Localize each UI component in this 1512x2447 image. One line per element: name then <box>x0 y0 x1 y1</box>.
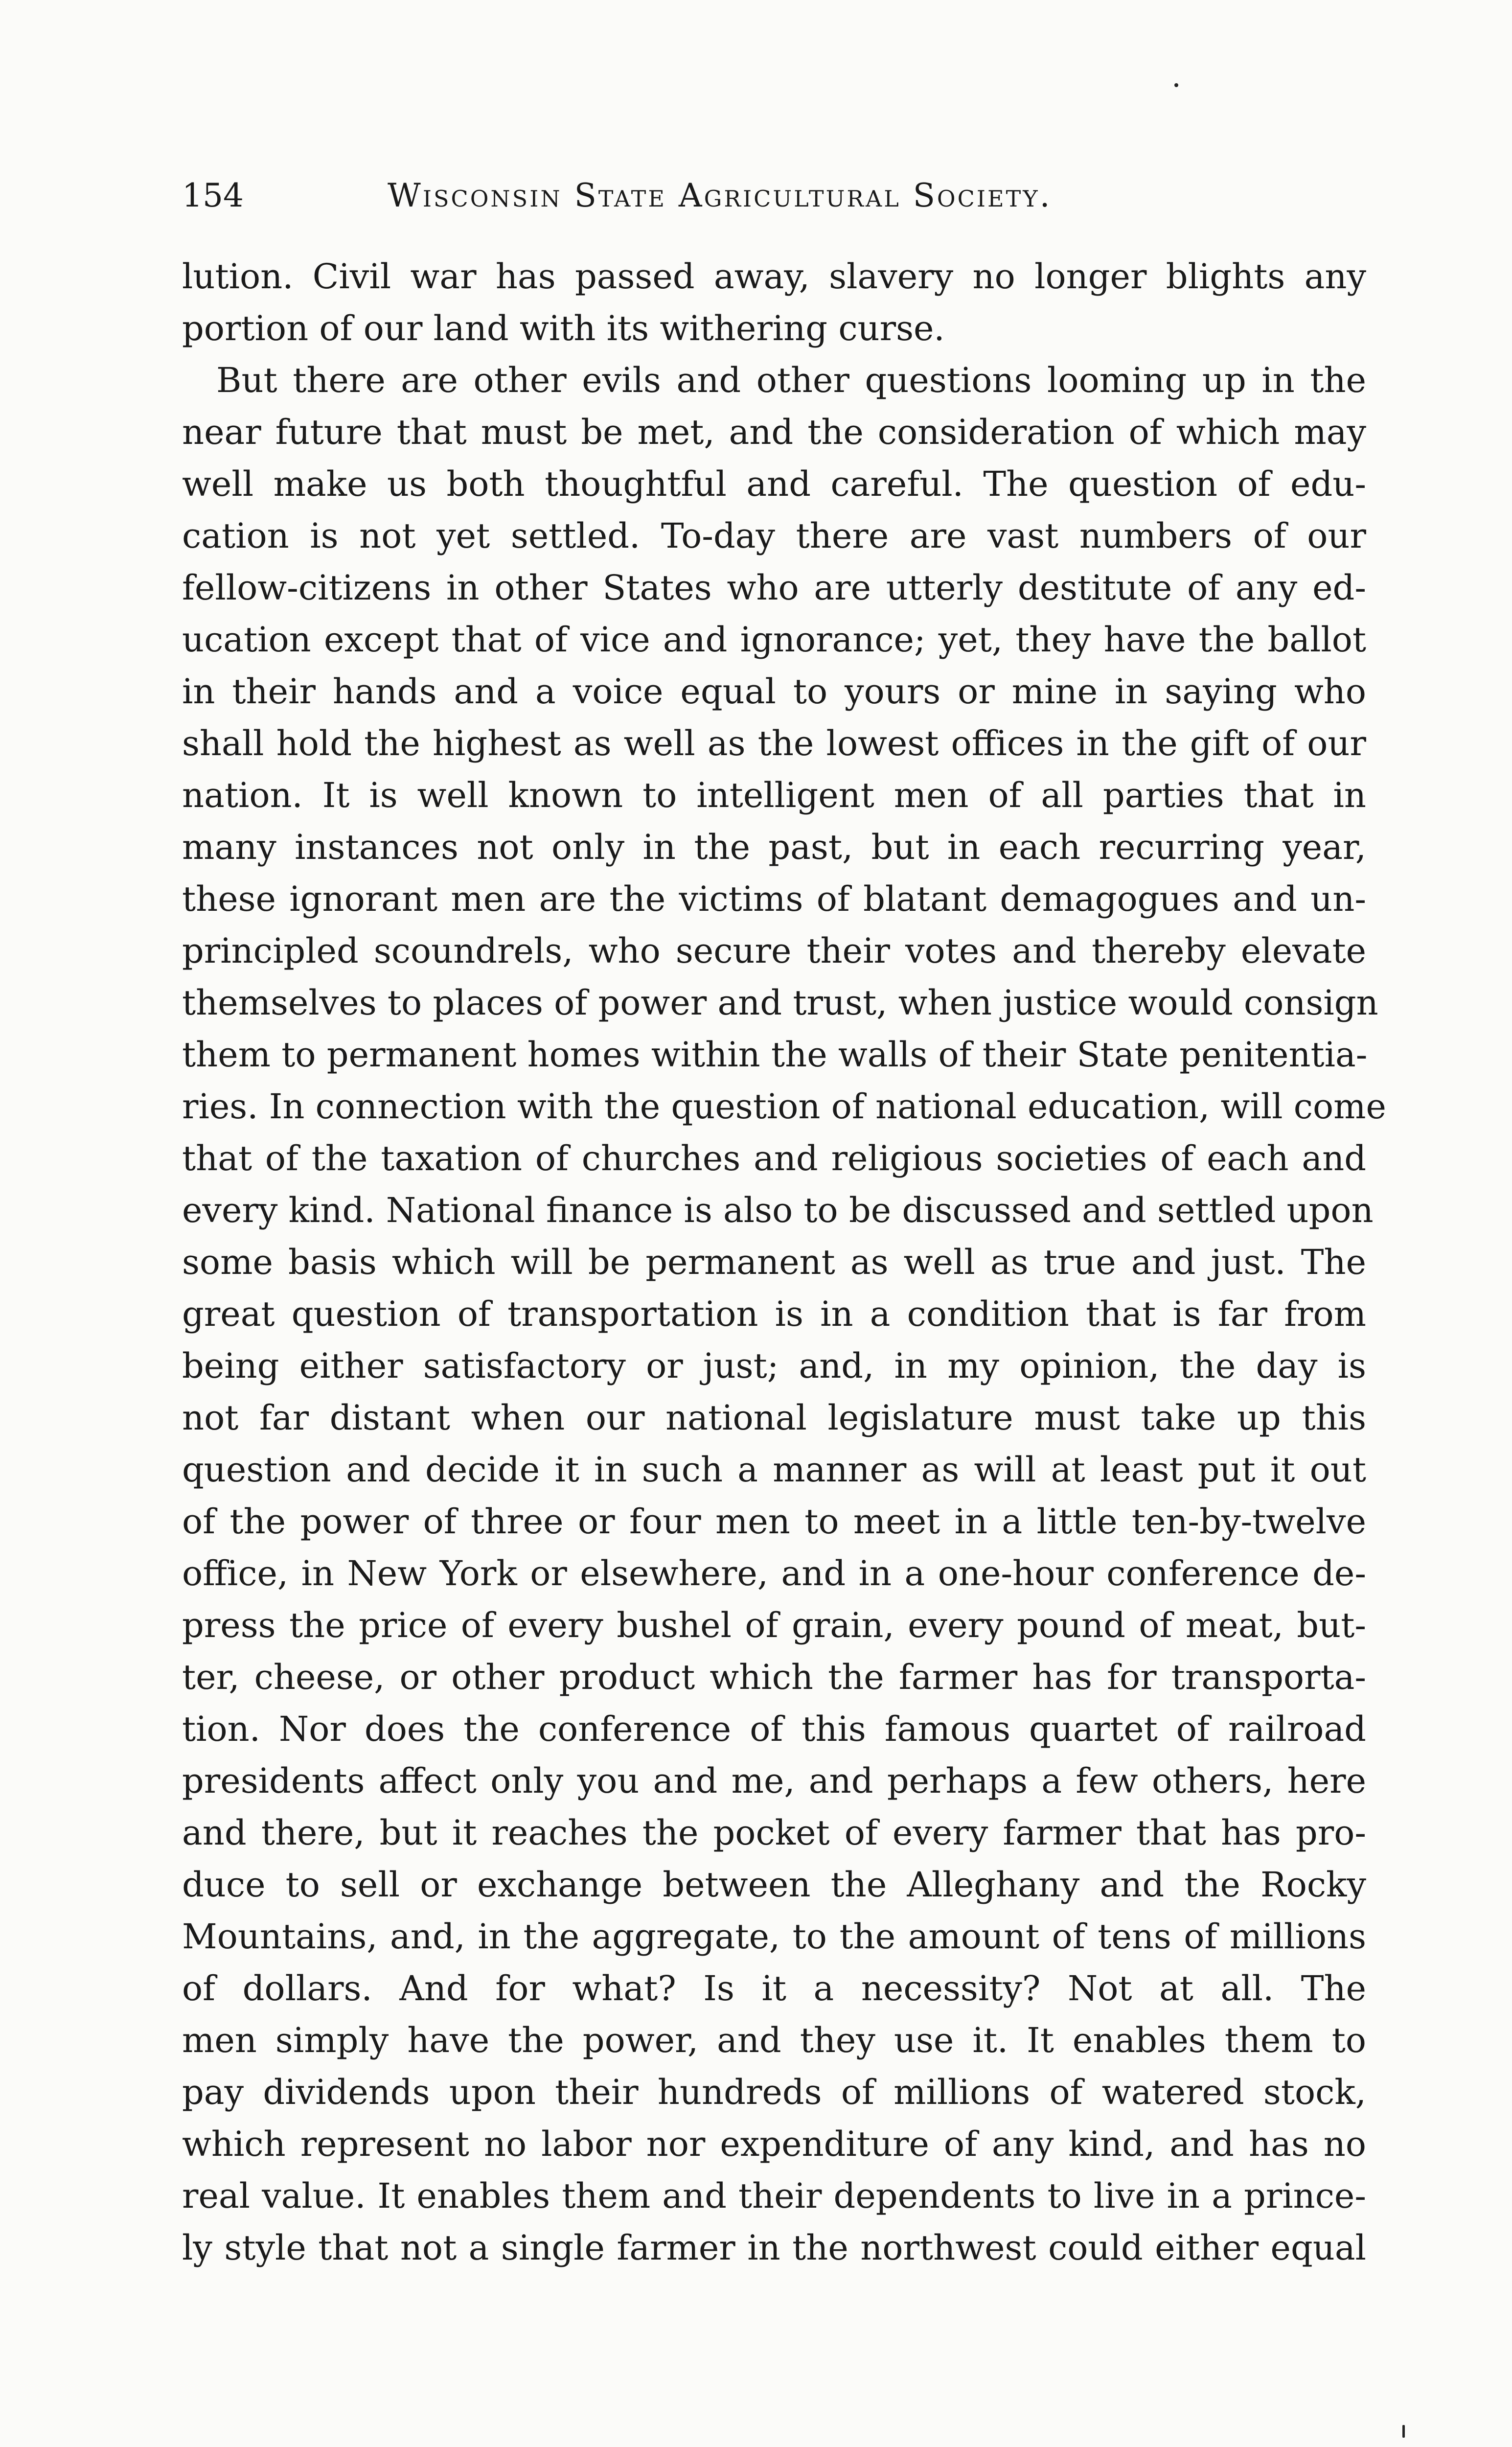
text-line: But there are other evils and other questions looming up in the <box>216 360 1366 400</box>
text-line: of the power of three or four men to meet in a little ten-by-twelve <box>182 1501 1366 1542</box>
text-line: them to permanent homes within the walls of their State penitentia- <box>182 1035 1368 1075</box>
body-text <box>182 251 1386 2274</box>
text-line: that of the taxation of churches and religious societies of each and <box>182 1138 1366 1178</box>
text-line: men simply have the power, and they use it. It enables them to <box>182 2020 1366 2060</box>
text-line: nation. It is well known to intelligent men of all parties that in <box>182 775 1366 815</box>
text-line: ly style that not a single farmer in the northwest could either equal <box>182 2228 1366 2268</box>
text-line: question and decide it in such a manner as will at least put it out <box>182 1450 1366 1490</box>
text-line: cation is not yet settled. To-day there are vast numbers of our <box>182 516 1366 556</box>
text-line: pay dividends upon their hundreds of millions of watered stock, <box>182 2072 1366 2112</box>
text-line: which represent no labor nor expenditure of any kind, and has no <box>182 2124 1366 2164</box>
text-line: not far distant when our national legislature must take up this <box>182 1398 1366 1438</box>
text-line: real value. It enables them and their dependents to live in a prince- <box>182 2176 1366 2216</box>
text-line: Mountains, and, in the aggregate, to the amount of tens of millions <box>182 1916 1366 1957</box>
text-line: shall hold the highest as well as the lowest offices in the gift of our <box>182 723 1366 763</box>
print-speck <box>1402 2425 1405 2438</box>
text-line: themselves to places of power and trust, when justice would consign <box>182 983 1378 1023</box>
text-line: near future that must be met, and the consideration of which may <box>182 412 1366 452</box>
text-line: of dollars. And for what? Is it a necessity? Not at all. The <box>182 1968 1366 2008</box>
text-line: press the price of every bushel of grain, every pound of meat, but- <box>182 1605 1366 1645</box>
running-head: Wisconsin State Agricultural Society. <box>388 177 1052 214</box>
text-line: in their hands and a voice equal to yours or mine in saying who <box>182 671 1366 712</box>
text-line: ucation except that of vice and ignorance; yet, they have the ballot <box>182 620 1366 660</box>
text-line: these ignorant men are the victims of blatant demagogues and un- <box>182 879 1366 919</box>
print-speck <box>1174 83 1178 87</box>
text-line: ter, cheese, or other product which the farmer has for transporta- <box>182 1657 1366 1697</box>
text-line: office, in New York or elsewhere, and in a one-hour conference de- <box>182 1553 1366 1593</box>
text-line: ries. In connection with the question of national education, will come <box>182 1086 1386 1127</box>
text-line: well make us both thoughtful and careful. The question of edu- <box>182 464 1366 504</box>
text-line: great question of transportation is in a condition that is far from <box>182 1294 1366 1334</box>
text-line: many instances not only in the past, but in each recurring year, <box>182 827 1366 867</box>
text-line: portion of our land with its withering curse. <box>182 308 945 348</box>
text-line: fellow-citizens in other States who are utterly destitute of any ed- <box>182 568 1366 608</box>
text-line: some basis which will be permanent as well as true and just. The <box>182 1242 1366 1282</box>
page-header <box>182 174 1366 218</box>
text-line: every kind. National finance is also to be discussed and settled upon <box>182 1190 1374 1230</box>
text-line: presidents affect only you and me, and perhaps a few others, here <box>182 1761 1366 1801</box>
text-line: lution. Civil war has passed away, slavery no longer blights any <box>182 256 1366 297</box>
text-line: principled scoundrels, who secure their votes and thereby elevate <box>182 931 1366 971</box>
text-line: and there, but it reaches the pocket of every farmer that has pro- <box>182 1813 1366 1853</box>
text-line: being either satisfactory or just; and, in my opinion, the day is <box>182 1346 1366 1386</box>
text-line: tion. Nor does the conference of this famous quartet of railroad <box>182 1709 1366 1749</box>
page-number: 154 <box>182 177 244 214</box>
text-line: duce to sell or exchange between the Alleghany and the Rocky <box>182 1865 1366 1905</box>
